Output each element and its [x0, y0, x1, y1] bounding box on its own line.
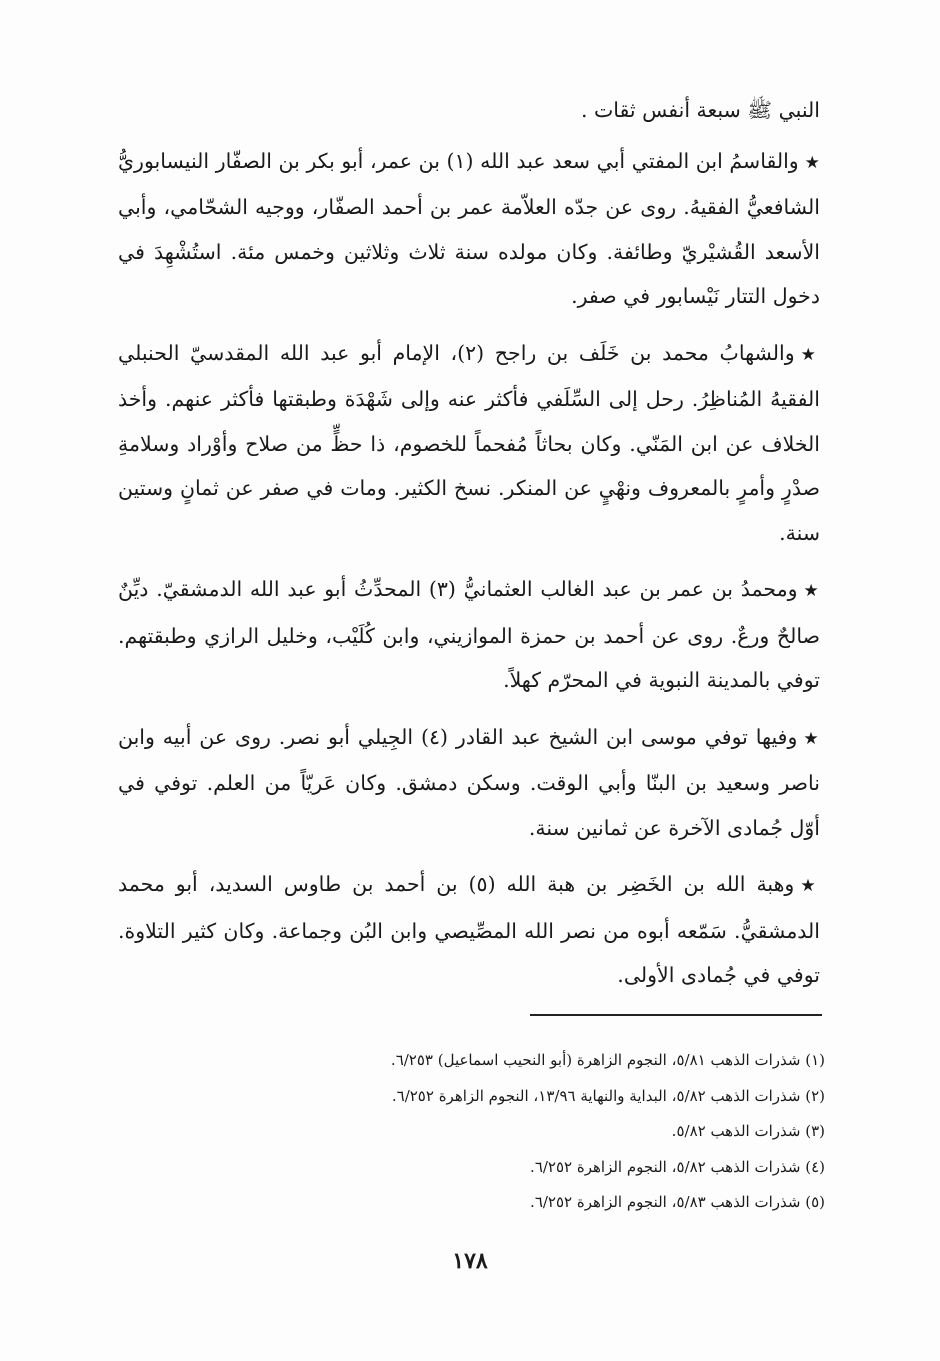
footnote-4: (٤) شذرات الذهب ٥/٨٢، النجوم الزاهرة ٦/٢٥٢.: [530, 1157, 825, 1176]
entry-paragraph: [118, 715, 820, 851]
entry-text: ومحمدُ بن عمر بن عبد الغالب العثمانيُّ (٣) المحدِّثُ أبو عبد الله الدمشقيّ. ديِّنٌ صالحٌ ورعٌ. روى عن أحمد بن حمزة الموازيني، وابن كُلَيْب، وخليل الرازي وطبقتهم. توفي بالمدينة النبوية في المحرّم كهلاً.: [118, 577, 820, 692]
star-marker: ★: [800, 344, 821, 365]
top-line: النبي ﷺ سبعة أنفس ثقات .: [580, 98, 820, 122]
entry-paragraph: [118, 862, 820, 998]
entry-paragraph: [118, 567, 820, 703]
footnote-1: (١) شذرات الذهب ٥/٨١، النجوم الزاهرة (أبو النحيب اسماعيل) ٦/٢٥٣.: [390, 1051, 825, 1069]
entry-text: وفيها توفي موسى ابن الشيخ عبد القادر (٤) الجِيلي أبو نصر. روى عن أبيه وابن ناصر وسعيد بن البنّا وأبي الوقت. وسكن دمشق. وكان عَريّاً من العلم. توفي في أوّل جُمادى الآخرة عن ثمانين سنة.: [118, 724, 820, 840]
entry-paragraph: [118, 139, 820, 319]
star-marker: ★: [800, 876, 820, 896]
entry-text: والشهابُ محمد بن خَلَف بن راجح (٢)، الإمام أبو عبد الله المقدسيّ الحنبلي الفقيهُ المُناظِرُ. رحل إلى السِّلَفي فأكثر عنه وإلى شَهْدَة وطبقتها فأكثر عنهم. وأخذ الخلاف عن ابن المَنّي. وكان بحاثاً مُفحماً للخصوم، ذا حظٍّ من صلاح وأوْراد وسلامةِ صدْرٍ وأمرٍ بالمعروف ونهْيٍ عن المنكر. نسخ الكثير. ومات في صفر عن ثمانٍ وستين سنة.: [118, 340, 820, 545]
entry-text: والقاسمُ ابن المفتي أبي سعد عبد الله (١) بن عمر، أبو بكر بن الصفّار النيسابوريُّ الشافعيُّ الفقيهُ. روى عن جدّه العلاّمة عمر بن أحمد الصفّار، ووجيه الشحّامي، وأبي الأسعد القُشيْريّ وطائفة. وكان مولده سنة ثلاث وثلاثين وخمس مئة. استُشْهِدَ في دخول التتار نَيْسابور في صفر.: [118, 148, 820, 308]
star-marker: ★: [804, 152, 820, 173]
footnotes: [160, 1043, 825, 1221]
main-text: [118, 88, 820, 1010]
star-marker: ★: [803, 728, 820, 749]
footnote-divider: [530, 1014, 822, 1016]
star-marker: ★: [803, 581, 820, 601]
footnote-3: (٣) شذرات الذهب ٥/٨٢.: [671, 1122, 825, 1140]
page-number: ١٧٨: [452, 1248, 488, 1274]
entry-text: وهبة الله بن الخَضِر بن هبة الله (٥) بن أحمد بن طاوس السديد، أبو محمد الدمشقيُّ. سَمّعه أبوه من نصر الله المصِّيصي وابن البُن وجماعة. وكان كثير التلاوة. توفي في جُمادى الأولى.: [118, 872, 820, 987]
entry-paragraph: [118, 331, 820, 556]
footnote-2: (٢) شذرات الذهب ٥/٨٢، البداية والنهاية ١٣/٩٦، النجوم الزاهرة ٦/٢٥٢.: [391, 1086, 825, 1105]
footnote-5: (٥) شذرات الذهب ٥/٨٣، النجوم الزاهرة ٦/٢٥٢.: [530, 1193, 825, 1211]
